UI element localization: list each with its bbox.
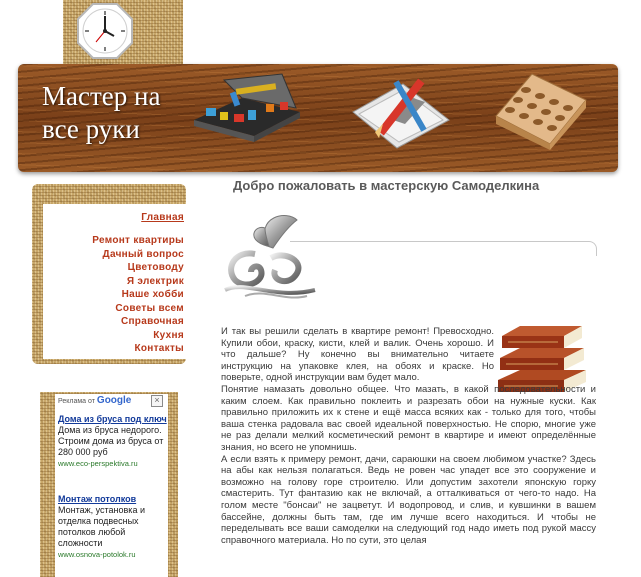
ad-text: Монтаж, установка и отделка подвесных потолков любой сложности [58, 505, 145, 548]
ad-title-link[interactable]: Дома из бруса под ключ [58, 414, 167, 424]
article-paragraph: И так вы решили сделать в квартире ремонт! Превосходно. Купили обои, краску, кисти, клей и валик. Очень хорошо. И что дальше? Ну конечно вы внимательно читаете инструкцию на упаковке клея, на обоях и краске. Но поверьте, одной инструкции вам будет мало. [221, 326, 494, 384]
ornament-divider [290, 241, 597, 256]
clock-icon [76, 2, 134, 60]
ad-url-link[interactable]: www.eco-perspektiva.ru [58, 459, 138, 468]
nav-link-kitchen[interactable]: Кухня [153, 329, 184, 341]
ad-item [58, 494, 168, 560]
ad-title-link[interactable]: Монтаж потолков [58, 494, 137, 504]
ad-header [58, 395, 131, 406]
nav-link-hobby[interactable]: Наше хобби [121, 289, 184, 300]
google-logo[interactable]: Google [96, 395, 132, 406]
article-paragraph: Понятие намазать довольно общее. Что мазать, в какой последовательности и каким слоем. Как правильно поклеить и разрезать обои на нужные куски. Как правильно приложить их к стене и ещё масса всяких как - только для того, чтобы ваша стенка радовала вас своей идеальной поверхностью. Не спорю, многие уже не раз делали мелкий косметический ремонт в квартире и имеют определённые знания, но всего не упомнишь. [221, 383, 596, 453]
nav-link-dacha[interactable]: Дачный вопрос [102, 248, 184, 260]
butterfly-ornament-icon [215, 210, 325, 302]
nav-link-florist[interactable]: Цветоводу [127, 262, 184, 273]
nav-link-home[interactable]: Главная [141, 212, 184, 223]
ad-url-link[interactable]: www.osnova-potolok.ru [58, 550, 136, 559]
brick-icon [490, 70, 590, 150]
nav-link-electrician[interactable]: Я электрик [126, 275, 184, 287]
ad-header-prefix: Реклама от [58, 398, 95, 405]
article-paragraph: А если взять к примеру ремонт, дачи, сараюшки на своем любимом участке? Здесь на абы как нельзя полагаться. Ведь не ровен час упадет все это сооружение и возможно на голову горе строителю. Или допустим захотели японскую горку смастерить. Тут фантазию как не включай, а отталкиваться от чего-то надо. На голом месте "бонсаи" не зацветут. И водопровод, и слив, и кувшинки в вашем бассейне, должны быть там, где им лучше всего находиться. И чтобы не переделывать все ваши самоделки на следующий год надо иметь под рукой массу справочного материала. Но по сути, это целая [221, 453, 596, 546]
site-title: Мастер на все руки [42, 81, 161, 144]
main-nav [43, 204, 187, 359]
nav-link-apartment-repair[interactable]: Ремонт квартиры [92, 235, 184, 246]
toolbox-icon [186, 72, 306, 144]
ruler-pencil-icon [345, 72, 455, 150]
nav-link-reference[interactable]: Справочная [120, 316, 184, 327]
page-title: Добро пожаловать в мастерскую Самоделкина [233, 178, 540, 193]
ad-close-button[interactable]: × [151, 395, 163, 407]
nav-link-tips[interactable]: Советы всем [115, 302, 184, 314]
article-body [221, 326, 596, 546]
ad-text: Дома из бруса недорого. Строим дома из бруса от 280 000 руб [58, 425, 164, 457]
ad-item [58, 414, 168, 469]
nav-link-contacts[interactable]: Контакты [134, 343, 184, 354]
